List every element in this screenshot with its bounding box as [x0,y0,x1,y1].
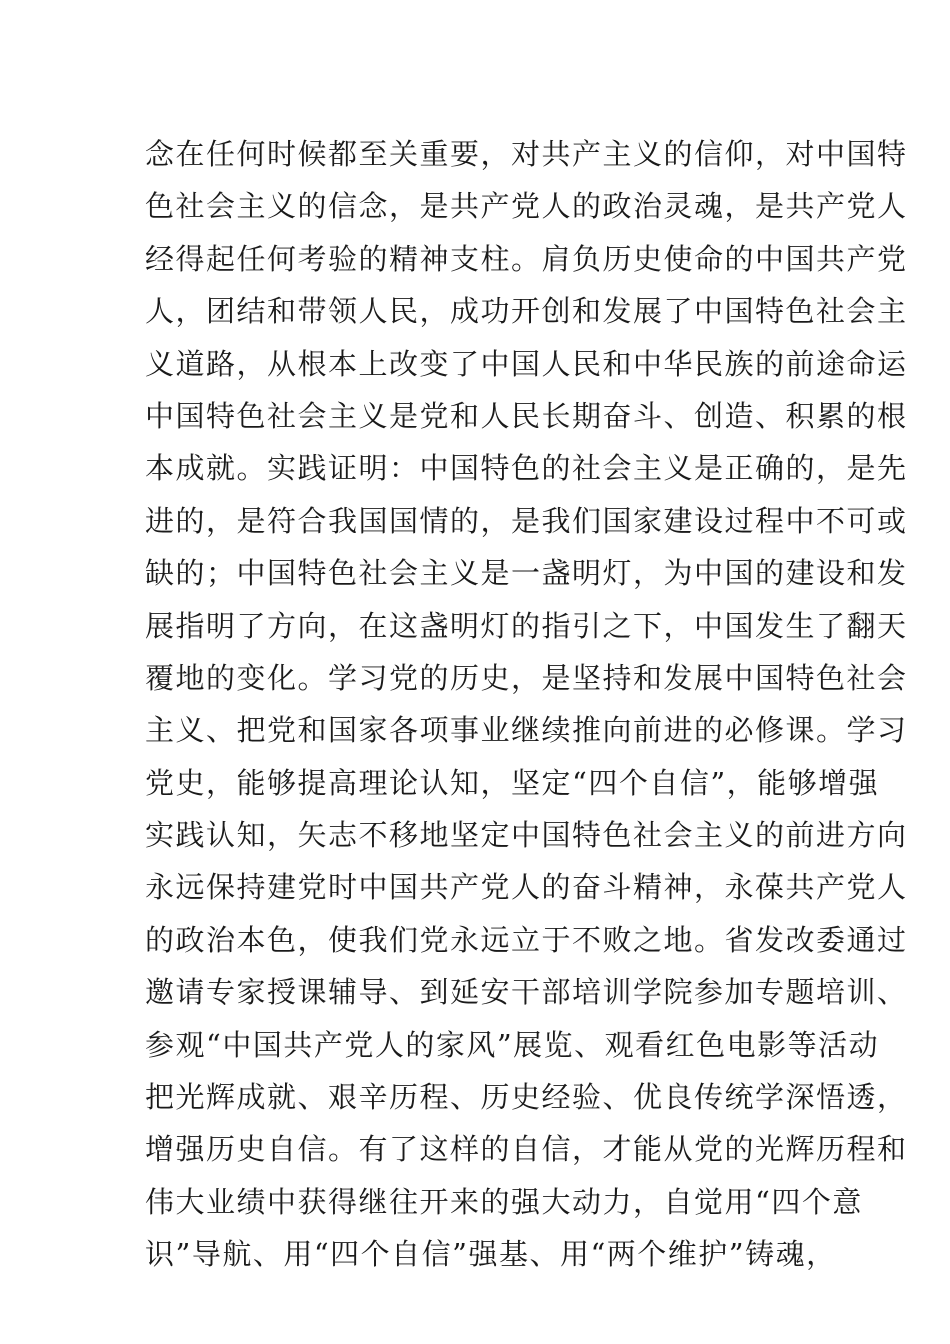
text-line: 色社会主义的信念，是共产党人的政治灵魂，是共产党人 [145,189,908,224]
text-line: 邀请专家授课辅导、到延安干部培训学院参加专题培训、 [145,975,908,1010]
text-line: 的政治本色，使我们党永远立于不败之地。省发改委通过 [145,922,908,957]
text-line: 义道路，从根本上改变了中国人民和中华民族的前途命运 [145,346,908,381]
text-line: 永远保持建党时中国共产党人的奋斗精神，永葆共产党人 [145,870,908,905]
text-line: 覆地的变化。学习党的历史，是坚持和发展中国特色社会 [145,660,908,695]
text-line: 展指明了方向，在这盏明灯的指引之下，中国发生了翻天 [145,608,908,643]
text-line: 党史，能够提高理论认知，坚定“四个自信”，能够增强 [145,765,880,800]
text-line: 参观“中国共产党人的家风”展览、观看红色电影等活动 [145,1027,880,1062]
text-line: 中国特色社会主义是党和人民长期奋斗、创造、积累的根 [145,398,908,433]
text-line: 主义、把党和国家各项事业继续推向前进的必修课。学习 [145,713,908,748]
text-line: 增强历史自信。有了这样的自信，才能从党的光辉历程和 [145,1132,908,1167]
text-line: 识”导航、用“四个自信”强基、用“两个维护”铸魂， [145,1237,837,1272]
text-line: 念在任何时候都至关重要，对共产主义的信仰，对中国特 [145,137,908,171]
text-line: 经得起任何考验的精神支柱。肩负历史使命的中国共产党 [145,241,908,276]
text-line: 缺的；中国特色社会主义是一盏明灯，为中国的建设和发 [145,556,908,591]
text-line: 本成就。实践证明：中国特色的社会主义是正确的，是先 [145,451,908,486]
text-line: 把光辉成就、艰辛历程、历史经验、优良传统学深悟透， [145,1080,908,1115]
text-line: 伟大业绩中获得继往开来的强大动力，自觉用“四个意 [145,1184,863,1219]
text-line: 实践认知，矢志不移地坚定中国特色社会主义的前进方向 [145,818,908,853]
text-line: 进的，是符合我国国情的，是我们国家建设过程中不可或 [145,503,908,538]
body-text [145,128,908,1281]
text-line: 人，团结和带领人民，成功开创和发展了中国特色社会主 [145,294,908,329]
